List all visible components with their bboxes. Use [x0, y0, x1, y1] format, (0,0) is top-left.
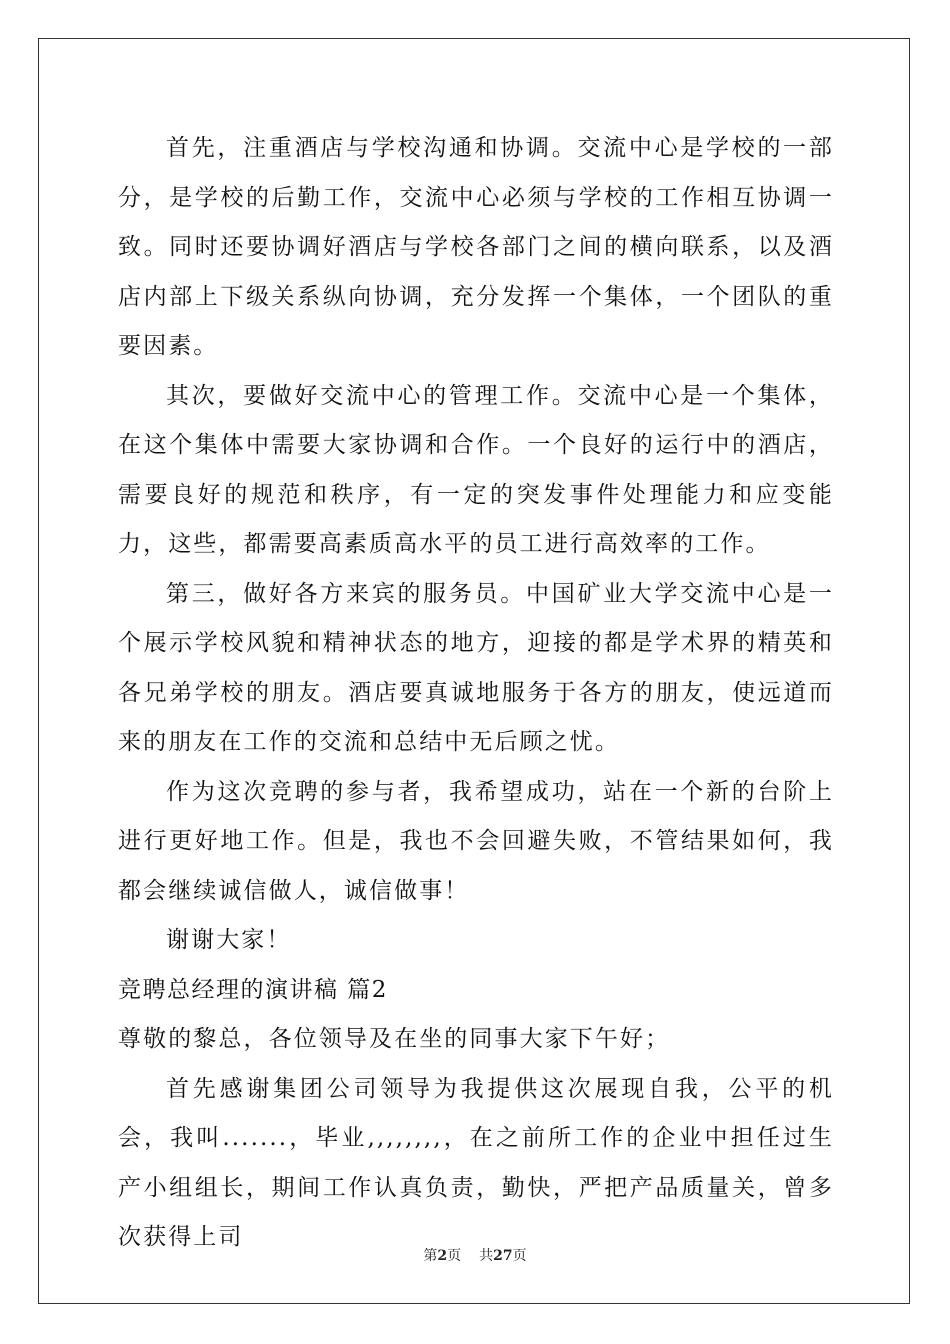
paragraph-service: 第三，做好各方来宾的服务员。中国矿业大学交流中心是一个展示学校风貌和精神状态的地方，迎接的都是学术界的精英和各兄弟学校的朋友。酒店要真诚地服务于各方的朋友，使远道而来的朋友在工作的交流和总结中无后顾之忧。 [118, 580, 834, 755]
total-prefix: 共 [479, 1248, 494, 1264]
document-body [118, 124, 834, 1263]
paragraph-conclusion: 作为这次竞聘的参与者，我希望成功，站在一个新的台阶上进行更好地工作。但是，我也不会回避失败，不管结果如何，我都会继续诚信做人，诚信做事！ [118, 778, 834, 904]
total-pages: 27 [493, 1248, 513, 1264]
total-suffix: 页 [512, 1248, 527, 1264]
paragraph-management: 其次，要做好交流中心的管理工作。交流中心是一个集体，在这个集体中需要大家协调和合作。一个良好的运行中的酒店，需要良好的规范和秩序，有一定的突发事件处理能力和应变能力，这些，都需要高素质高水平的员工进行高效率的工作。 [118, 382, 834, 557]
section-title: 竞聘总经理的演讲稿 篇2 [118, 976, 388, 1003]
page-prefix: 第 [423, 1248, 438, 1264]
page-number: 2 [437, 1248, 448, 1264]
paragraph-intro: 首先感谢集团公司领导为我提供这次展现自我，公平的机会，我叫.......，毕业,,,,,,,,，在之前所工作的企业中担任过生产小组组长，期间工作认真负责，勤快，严把产品质量关，曾多次获得上司 [118, 1075, 834, 1250]
page-footer [0, 1245, 950, 1265]
paragraph-coordination: 首先，注重酒店与学校沟通和协调。交流中心是学校的一部分，是学校的后勤工作，交流中心必须与学校的工作相互协调一致。同时还要协调好酒店与学校各部门之间的横向联系，以及酒店内部上下级关系纵向协调，充分发挥一个集体，一个团队的重要因素。 [118, 135, 834, 359]
greeting: 尊敬的黎总，各位领导及在坐的同事大家下午好； [118, 1026, 671, 1052]
page-suffix: 页 [447, 1248, 462, 1264]
paragraph-thanks: 谢谢大家！ [166, 927, 292, 953]
